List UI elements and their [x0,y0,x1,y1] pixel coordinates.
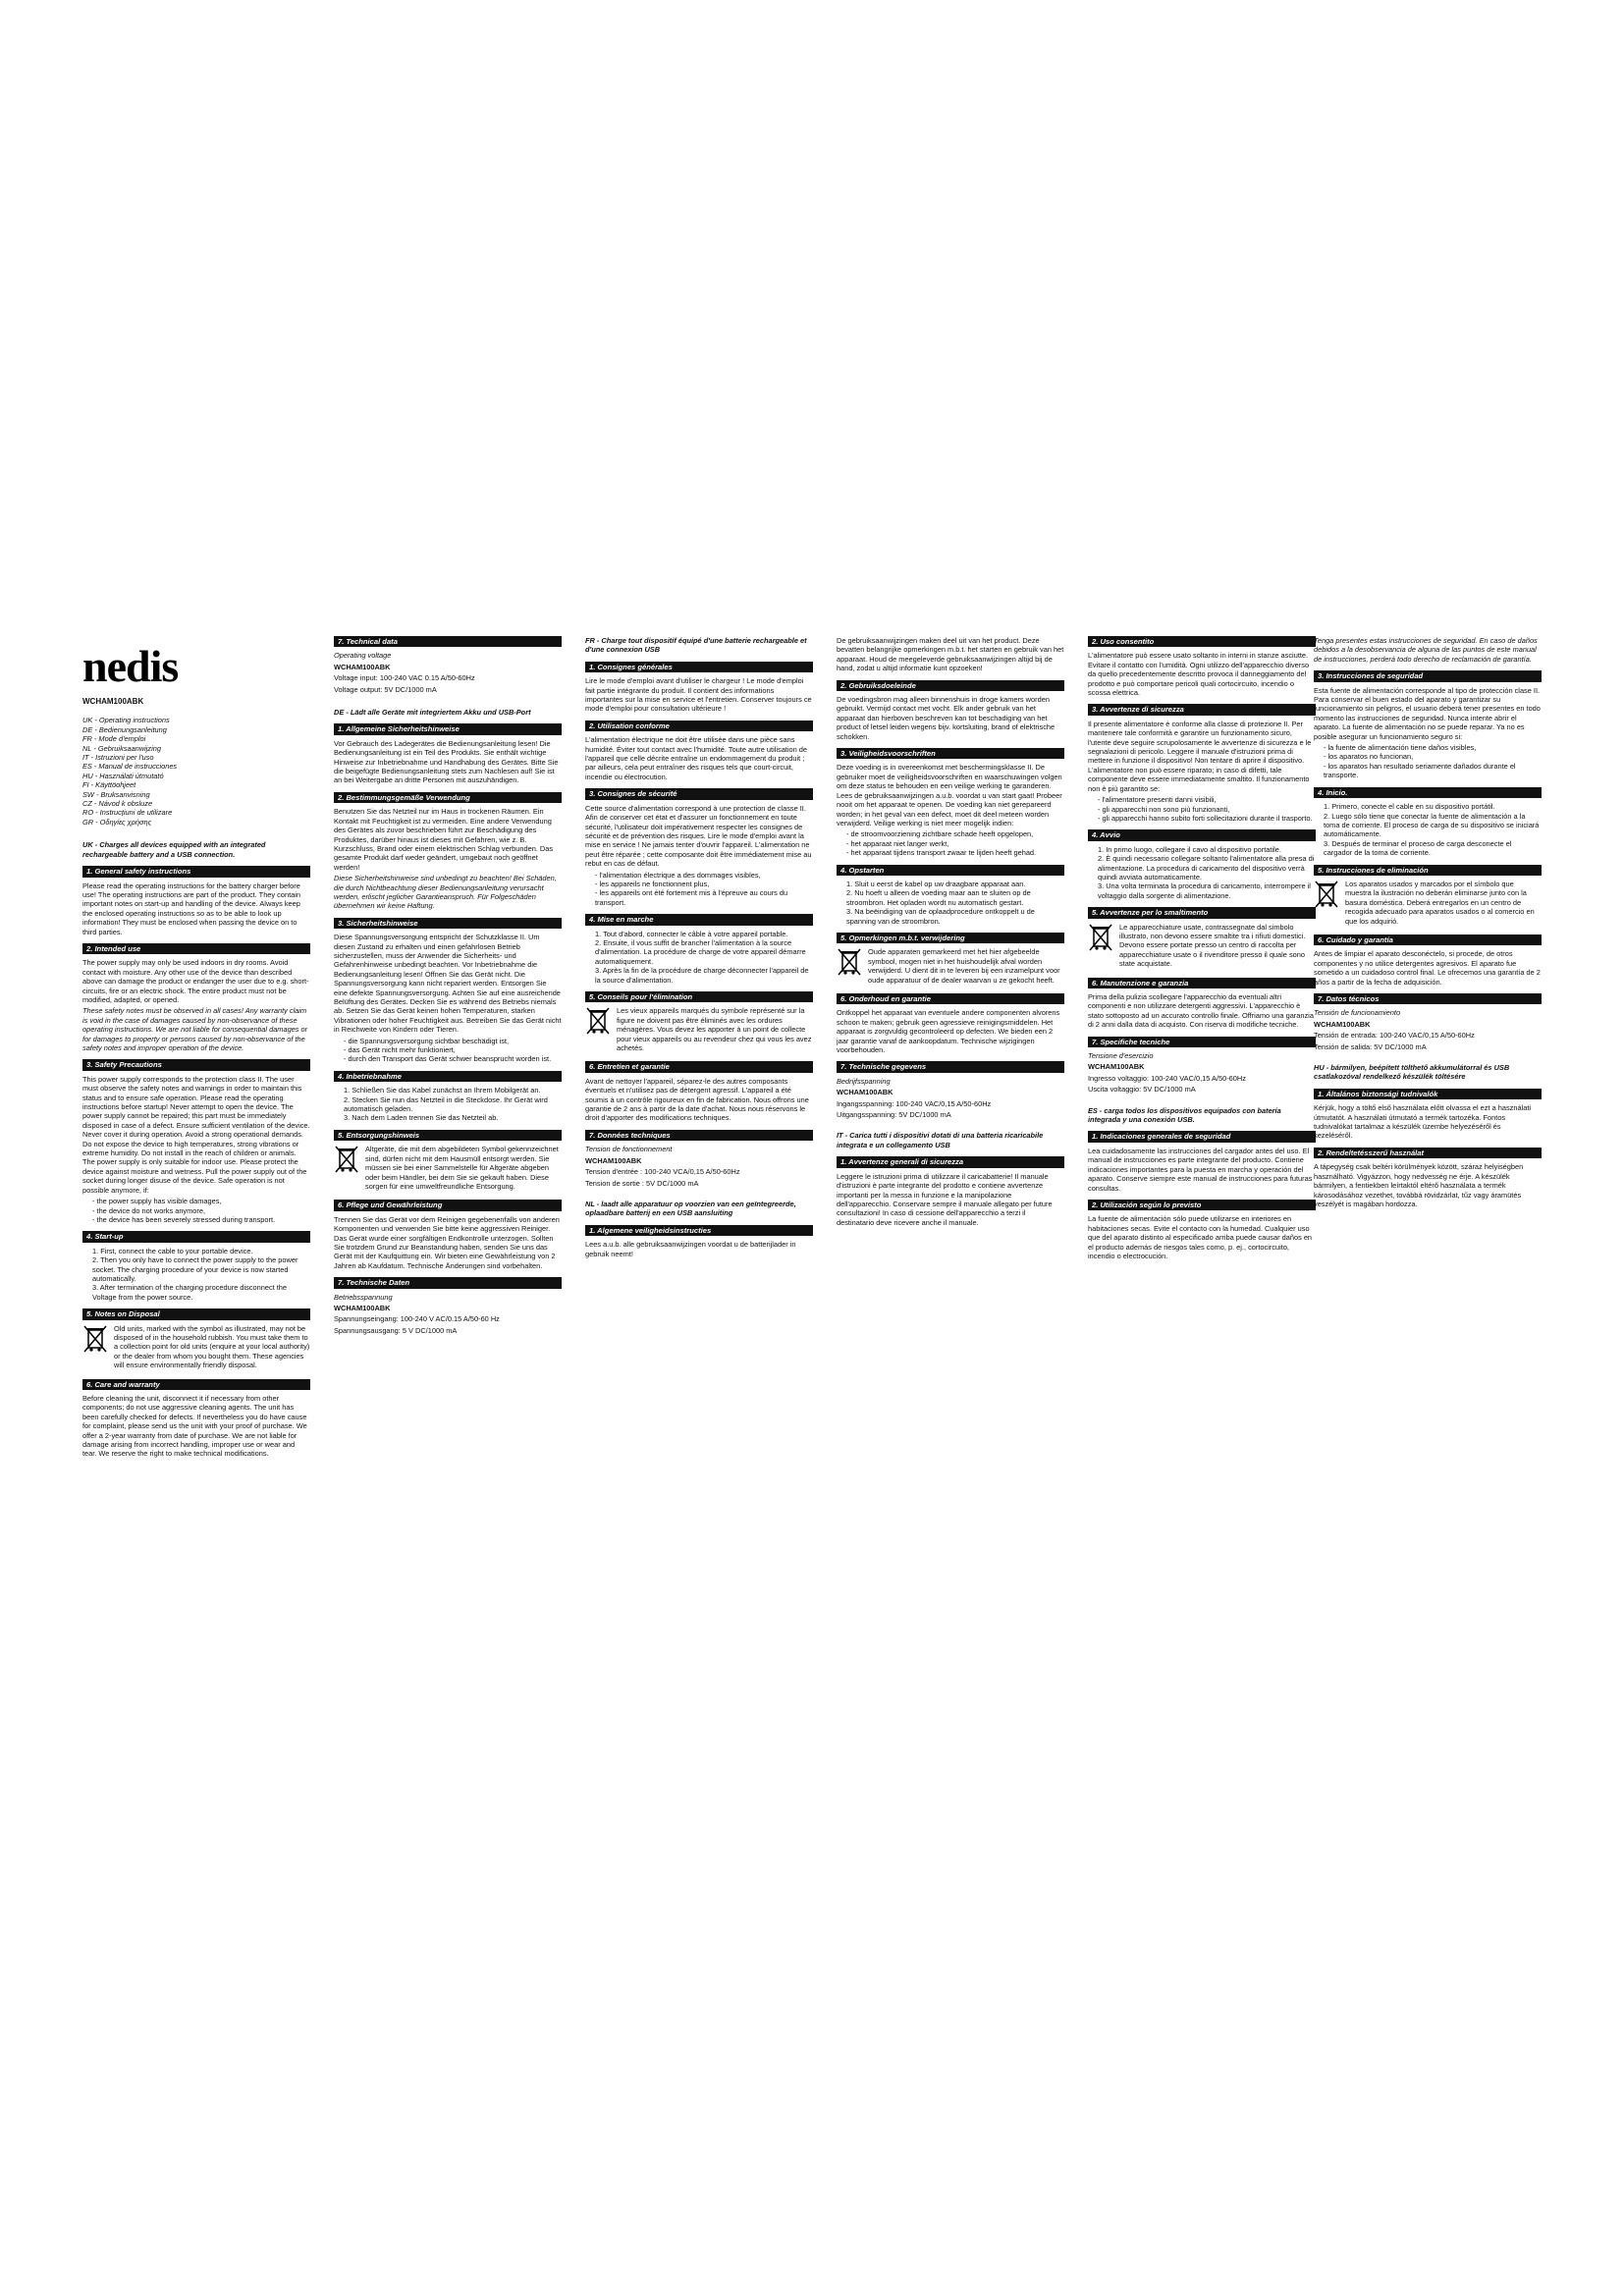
tech-output: Spannungsausgang: 5 V DC/1000 mA [334,1325,458,1335]
section-header: 7. Technische gegevens [837,1061,1064,1072]
section-text: Antes de limpiar el aparato desconéctelo, si procede, de otros componentes y no utilice detergentes agresivos. El aparato fue sometido a un cuidadoso control final. Le ofrecemos una garantía de 2 años a partir de la fecha de adquisición. [1314,949,1541,987]
section-text: De voedingsbron mag alleen binnenshuis in droge kamers worden gebruikt. Vermijd contact met vocht. Elk ander gebruik van het apparaat dan hierboven beschreven kan tot beschadiging van het product of letsel leiden wegens bijv. kortsluiting, brand of elektrische schokken. [837,695,1056,741]
disposal-block [334,1145,562,1193]
section-header: 2. Utilización según lo previsto [1088,1200,1316,1210]
section-header: 2. Uso consentito [1088,636,1316,647]
tech-input: Ingresso voltaggio: 100-240 VAC/0,15 A/50-60Hz [1088,1073,1246,1083]
list-item: 2. Stecken Sie nun das Netzteil in die Steckdose. Ihr Gerät wird automatisch geladen. [344,1095,548,1114]
crossed-bin-icon [585,1006,611,1036]
tech-input: Tensión de entrada: 100-240 VAC/0,15 A/50-60Hz [1314,1031,1475,1041]
section-subtitle: NL - laadt alle apparatuur op voorzien van een geïntegreerde, oplaadbare batterij en een USB aansluiting [585,1199,796,1218]
section-text: Los aparatos usados y marcados por el símbolo que muestra la ilustración no deberán eliminarse junto con la basura doméstica. Deberá entregarlos en un centro de recogida adecuado para aparatos usados o al comercio en que los adquirió. [1345,879,1535,926]
section-text: These safety notes must be observed in all cases! Any warranty claim is void in the case of damages caused by non-observance of these operating instructions. We are not liable for consequential damages or for damages to property or persons caused by non-observance of the safety notes and improper operation of the device. [82,1006,308,1052]
list-item: - gli apparecchi hanno subito forti sollecitazioni durante il trasporto. [1098,813,1313,823]
condition-list [585,871,813,908]
tech-label: Operating voltage [334,651,392,661]
section-text: A tápegység csak beltéri körülmények között, száraz helyiségben használható. Vigyázzon, hogy nedvesség ne érje. A készülék bármilyen, a fentiekben leírtaktól eltérő használata a termék károsodásához vezethet, továbbá rövidzárlat, tűz vagy áramütés veszélyét is magában hordozza. [1314,1162,1524,1208]
section-header: 3. Sicherheitshinweise [334,918,562,929]
list-item: - the device do not works anymore, [92,1205,206,1215]
list-item: 1. Tout d'abord, connecter le câble à votre appareil portable. [595,929,788,938]
list-item: - the power supply has visible damages, [92,1197,222,1206]
section-text: L'alimentation électrique ne doit être utilisée dans une pièce sans humidité. Éviter tout contact avec l'humidité. Toute autre utilisation de l'appareil que celle décrite entraîne un endommagement du produit ; par ailleurs, cela peut entraîner des risques tels que court-circuit, incendie ou électrocution. [585,735,807,781]
list-item: - l'alimentation électrique a des dommages visibles, [595,870,761,880]
section-text: Old units, marked with the symbol as illustrated, may not be disposed of in the household rubbish. You must take them to a collection point for old units (enquire at your local authority) or the dealer from whom you bought them. These agencies will ensure environmentally friendly disposal. [114,1323,310,1370]
section-header: 1. General safety instructions [82,866,310,877]
list-item: - les appareils ne fonctionnent plus, [595,879,710,888]
column-5 [1088,636,1316,1637]
tech-label: Bedrijfsspanning [837,1076,891,1086]
section-text: Deze voeding is in overeenkomst met beschermingsklasse II. De gebruiker moet de veiligheidsvoorschriften en waarschuwingen volgen om deze status te behouden en een veilige werking te garanderen. Lees de gebruiksaanwijzingen a.u.b. voordat u van start gaat! Probeer nooit om het apparaat te openen. De voeding kan niet gerepareerd worden; in het geval van een defect, moet dit deel meteen worden verwijderd. Veilige werking is niet meer mogelijk indien: [837,763,1062,828]
section-text: De gebruiksaanwijzingen maken deel uit van het product. Deze bevatten belangrijke opmerkingen m.b.t. het starten en gebruik van het apparaat. Houd de meegeleverde gebruiksaanwijzingen altijd bij de hand, zodat u altijd informatie kunt opzoeken! [837,636,1064,673]
list-item: - das Gerät nicht mehr funktioniert, [344,1045,456,1055]
list-item: 2. Nu hoeft u alleen de voeding maar aan te sluiten op de stroombron. Het opladen wordt nu automatisch gestart. [846,888,1031,907]
section-header: 3. Safety Precautions [82,1059,310,1070]
tech-output: Uitgangsspanning: 5V DC/1000 mA [837,1110,951,1120]
tech-model: WCHAM100ABK [334,662,391,671]
section-header: 2. Rendeltetésszerű használat [1314,1148,1542,1158]
section-header: 1. Consignes générales [585,662,813,672]
model-number: WCHAM100ABK [82,697,144,706]
language-item: GR - Οδηγίες χρήσης [82,817,152,827]
tech-model: WCHAM100ABK [334,1303,391,1312]
section-text: L'alimentatore può essere usato soltanto in interni in stanze asciutte. Evitare il contatto con l'umidità. Ogni utilizzo dell'apparecchio diverso da quello precedentemente descritto provoca il danneggiamento del prodotto e può comportare pericoli quali cortocircuito, incendio o scossa elettrica. [1088,651,1310,698]
section-header: 5. Instrucciones de eliminación [1314,865,1542,876]
list-item: - de stroomvoorziening zichtbare schade heeft opgelopen, [846,829,1034,839]
list-item: 3. After termination of the charging procedure disconnect the Voltage from the power source. [92,1283,288,1302]
tech-model: WCHAM100ABK [837,1088,893,1097]
tech-model: WCHAM100ABK [585,1155,642,1165]
crossed-bin-icon [1314,880,1339,909]
section-header: 7. Specifiche tecniche [1088,1037,1316,1047]
language-item: HU - Használati útmutató [82,771,164,780]
list-item: 2. Then you only have to connect the power supply to the power socket. The charging procedure of your device is now started automatically. [92,1255,298,1283]
section-text: Lea cuidadosamente las instrucciones del cargador antes del uso. El manual de instrucciones es parte integrante del producto. Contiene indicaciones importantes para la puesta en marcha y operación del aparato. Conserve siempre este manual de instrucciones para futuras consultas. [1088,1146,1313,1193]
step-list [837,880,1064,926]
step-list [1088,845,1316,900]
condition-list [82,1197,310,1224]
section-header: 4. Mise en marche [585,914,813,925]
section-text: Oude apparaten gemarkeerd met het hier afgebeelde symbool, mogen niet in het huishoudelijk afval worden verwijderd. U dient dit in te leveren bij een inzamelpunt voor oude apparatuur of de dealer waarvan u ze gekocht heeft. [868,947,1060,985]
list-item: 3. Après la fin de la procédure de charge déconnecter l'appareil de la source d'alimentation. [595,966,809,985]
language-item: IT - Istruzioni per l'uso [82,753,154,763]
language-item: FI - Käyttöohjeet [82,780,136,790]
condition-list [837,829,1064,857]
instruction-sheet [82,636,1542,1637]
section-header: 4. Start-up [82,1231,310,1242]
disposal-block [1088,923,1316,971]
language-item: FR - Mode d'emploi [82,734,146,744]
section-header: 6. Pflege und Gewährleistung [334,1200,562,1210]
language-item: RO - Instrucțiuni de utilizare [82,808,173,818]
section-text: Diese Sicherheitshinweise sind unbedingt zu beachten! Bei Schäden, die durch Nichtbeachtung dieser Bedienungsanleitung verursacht werden, erlischt jeglicher Garantieanspruch. Für Folgeschäden übernehmen wir keine Haftung. [334,874,557,911]
tech-label: Tensione d'esercizio [1088,1051,1154,1061]
list-item: 3. Na beëindiging van de oplaadprocedure ontkoppelt u de spanning van de stroombron. [846,907,1035,926]
section-header: 2. Gebruiksdoeleinde [837,680,1064,691]
section-header: 4. Inicio. [1314,787,1542,798]
disposal-block [1314,880,1542,928]
step-list [82,1247,310,1302]
section-header: 2. Intended use [82,943,310,954]
section-text: Tenga presentes estas instrucciones de seguridad. En caso de daños debidos a la desobservancia de alguna de las puntos de este manual de instrucciones, perderá todo derecho de reclamación de garantía. [1314,636,1538,664]
section-header: 3. Consignes de sécurité [585,788,813,799]
list-item: 3. Después de terminar el proceso de carga desconecte el cargador de la toma de corriente. [1324,838,1512,858]
section-subtitle: IT - Carica tutti i dispositivi dotati di una batteria ricaricabile integrata e un collegamento USB [837,1131,1044,1149]
section-text: Leggere le istruzioni prima di utilizzare il caricabatterie! Il manuale d'istruzioni è parte integrante del prodotto e contiene avvertenze importanti per la messa in funzione e la manipolazione dell'apparecchio. Conservare sempre il manuale allegato per future consultazioni! In caso di cessione dell'apparecchio a terzi il destinatario deve ricevere anche il manuale. [837,1171,1053,1227]
section-text: Le apparecchiature usate, contrassegnate dal simbolo illustrato, non devono essere smaltite tra i rifiuti domestici. Devono essere portate presso un centro di raccolta per apparecchiature usate o il rivenditore presso il quale sono state acquistate. [1119,922,1306,969]
section-header: 7. Technical data [334,636,562,647]
condition-list [334,1037,562,1064]
section-subtitle: UK - Charges all devices equipped with an integrated rechargeable battery and a USB connection. [82,840,266,859]
section-text: Il presente alimentatore è conforme alla classe di protezione II. Per mantenere tale conformità e garantire un funzionamento sicuro, l'utente deve seguire scrupolosamente le avvertenze di sicurezza e le segnalazioni di pericolo. Leggere il manuale d'istruzioni prima di mettere in funzione il dispositivo! Non tentare di aprire il dispositivo. L'alimentatore non può essere riparato; in caso di difetti, tale componente deve essere immediatamente smaltito. Il funzionamento non è più garantito se: [1088,719,1312,793]
step-list [334,1086,562,1123]
section-header: 5. Conseils pour l'élimination [585,991,813,1002]
section-text: Lees a.u.b. alle gebruiksaanwijzingen voordat u de batterijlader in gebruik neemt! [585,1240,796,1258]
crossed-bin-icon [1088,923,1113,952]
section-text: This power supply corresponds to the protection class II. The user must observe the safety notes and warnings in order to maintain this status and to ensure safe operation. Please read the operating instructions before startup! Never attempt to open the device. The power supply cannot be repaired; this part must be immediately disposed in case of a defect. Ensure sufficient ventilation of the device. Never cover it during operation. Avoid a strong operational demands. Do not expose the device to high temperatures, strong vibrations or extreme humidity. Do not install in the reach of children or animals. The power supply is only suitable for indoor use. Please protect the device against moisture and wetness. Pull the power supply out of the socket during longer disuse of the device. Safe operation is not possible anymore, if: [82,1074,310,1195]
tech-output: Tension de sortie : 5V DC/1000 mA [585,1178,699,1188]
list-item: - het apparaat tijdens transport zwaar te lijden heeft gehad. [846,848,1037,858]
step-list [1314,802,1542,857]
language-item: CZ - Návod k obsluze [82,799,153,809]
section-text: Altgeräte, die mit dem abgebildeten Symbol gekennzeichnet sind, dürfen nicht mit dem Hausmüll entsorgt werden. Sie müssen sie bei einer Sammelstelle für Altgeräte abgeben oder beim Händler, bei dem Sie sie gekauft haben. Diese sorgen für eine umweltfreundliche Entsorgung. [365,1145,559,1191]
section-header: 4. Avvio [1088,829,1316,840]
section-text: Please read the operating instructions for the battery charger before use! The operating instructions are part of the product. They contain important notes on start-up and handling of the device. Always keep the enclosed operating instructions so as to be able to look up information! They must be enclosed when passing the device on to third parties. [82,881,300,936]
section-header: 6. Entretien et garantie [585,1061,813,1072]
list-item: 3. Una volta terminata la procedura di caricamento, interrompere il voltaggio dalla sorgente di alimentazione. [1098,881,1311,900]
tech-label: Tensión de funcionamiento [1314,1008,1401,1018]
language-item: NL - Gebruiksaanwijzing [82,743,161,753]
section-header: 3. Avvertenze di sicurezza [1088,704,1316,715]
language-list [82,716,310,827]
tech-model: WCHAM100ABK [1314,1019,1371,1029]
section-text: Les vieux appareils marqués du symbole représenté sur la figure ne doivent pas être éliminés avec les ordures ménagères. Vous devez les apporter à un point de collecte pour vieux appareils ou au revendeur chez qui vous les avez achetés. [617,1006,812,1053]
section-subtitle: ES - carga todos los dispositivos equipados con batería integrada y una conexión USB. [1088,1105,1281,1125]
section-header: 1. Avvertenze generali di sicurezza [837,1156,1064,1167]
section-subtitle: DE - Lädt alle Geräte mit integriertem Akku und USB-Port [334,708,531,718]
list-item: - the device has been severely stressed during transport. [92,1214,276,1224]
list-item: 1. Schließen Sie das Kabel zunächst an Ihrem Mobilgerät an. [344,1086,541,1095]
section-header: 2. Utilisation conforme [585,721,813,731]
section-subtitle: HU - bármilyen, beépített tölthető akkumulátorral és USB csatlakozóval rendelkező készülék töltésére [1314,1063,1510,1082]
list-item: 1. In primo luogo, collegare il cavo al dispositivo portatile. [1098,844,1281,854]
tech-input: Spannungseingang: 100-240 V AC/0.15 A/50-60 Hz [334,1314,500,1324]
section-text: Vor Gebrauch des Ladegerätes die Bedienungsanleitung lesen! Die Bedienungsanleitung ist ein Teil des Produkts. Sie enthält wichtige Hinweise zur Inbetriebnahme und Handhabung des Gerätes. Bitte Sie die beigefügte Bedienungsanleitung stets zum Nachlesen auf! Sie ist an bei Weitergabe an dritte Personen mit auszuhändigen. [334,738,559,785]
section-subtitle: FR - Charge tout dispositif équipé d'une batterie rechargeable et d'une connexion USB [585,636,807,655]
column-6 [1314,636,1542,1637]
disposal-block [837,947,1064,987]
section-text: Esta fuente de alimentación corresponde al tipo de protección clase II. Para conservar el buen estado del aparato y garantizar su funcionamiento sin peligros, el usuario deberá tener presentes en todo momento las instrucciones de seguridad. Nunca intente abrir el aparato. La fuente de alimentación no se puede reparar. Ya no es posible asegurar un funcionamiento seguro si: [1314,685,1541,741]
section-text: The power supply may only be used indoors in dry rooms. Avoid contact with moisture. Any other use of the device than described above can damage the product or endanger the user due to e.g. short-circuits, fire or an electric shock. The entire product must not be modified, adapted, or opened. [82,958,309,1004]
tech-input: Voltage input: 100-240 VAC 0.15 A/50-60Hz [334,673,475,683]
list-item: - les appareils ont été fortement mis à l'épreuve au cours du transport. [595,888,788,907]
section-header: 1. Általános biztonsági tudnivalók [1314,1089,1542,1099]
section-header: 1. Allgemeine Sicherheitshinweise [334,723,562,734]
section-header: 1. Indicaciones generales de seguridad [1088,1131,1316,1142]
section-header: 3. Veiligheidsvoorschriften [837,748,1064,759]
section-header: 3. Instrucciones de seguridad [1314,670,1542,681]
section-text: Benutzen Sie das Netzteil nur im Haus in trockenen Räumen. Ein Kontakt mit Feuchtigkeit ist zu vermeiden. Eine andere Verwendung des Gerätes als zuvor beschrieben führt zur Beschädigung des Produktes, darüber hinaus ist dieses mit Gefahren, wie z. B. Kurzschluss, Brand oder einem elektrischen Schlag verbunden. Das gesamte Produkt darf weder geändert, umgebaut noch geöffnet werden! [334,807,554,872]
section-header: 7. Datos técnicos [1314,993,1542,1004]
list-item: - la fuente de alimentación tiene daños visibles, [1324,743,1477,753]
section-header: 5. Avvertenze per lo smaltimento [1088,907,1316,918]
section-text: Trennen Sie das Gerät vor dem Reinigen gegebenenfalls von anderen Komponenten und verwenden Sie bitte keine aggressiven Reiniger. Das Gerät wurde einer sorgfältigen Endkontrolle unterzogen. Sollten Sie trotzdem Grund zur Beanstandung haben, senden Sie uns das Gerät mit der Kaufquittung ein. Wir bieten eine Gewährleistung von 2 Jahren ab Kaufdatum. Technische Änderungen sind vorbehalten. [334,1214,560,1270]
column-3 [585,636,813,1637]
section-text: Prima della pulizia scollegare l'apparecchio da eventuali altri componenti e non utilizzare detergenti aggressivi. L'apparecchio è stato sottoposto ad un accurato controllo finale. Offriamo una garanzia di 2 anni dalla data di acquisto. Con riserva di modifiche tecniche. [1088,992,1314,1030]
tech-label: Tension de fonctionnement [585,1145,673,1154]
section-header: 5. Opmerkingen m.b.t. verwijdering [837,933,1064,943]
list-item: 3. Nach dem Laden trennen Sie das Netzteil ab. [344,1113,499,1123]
tech-label: Betriebsspannung [334,1292,393,1302]
step-list [585,930,813,985]
condition-list [1088,795,1316,823]
list-item: - het apparaat niet langer werkt, [846,838,949,848]
list-item: 2. È quindi necessario collegare soltanto l'alimentatore alla presa di alimentazione. La procedura di caricamento del dispositivo verrà quindi avviata automaticamente. [1098,854,1315,881]
section-header: 5. Notes on Disposal [82,1308,310,1319]
crossed-bin-icon [334,1145,359,1174]
section-header: 6. Care and warranty [82,1379,310,1390]
list-item: - die Spannungsversorgung sichtbar beschädigt ist, [344,1036,510,1045]
section-text: Before cleaning the unit, disconnect it if necessary from other components; do not use aggressive cleaning agents. The unit has been carefully checked for defects. If nevertheless you do have cause for complaint, please send us the unit with your proof of purchase. We offer a 2-year warranty from date of purchase. We are not liable for damage arising from incorrect handling, improper use or wear and tear. We reserve the right to make technical modifications. [82,1394,307,1459]
crossed-bin-icon [837,947,862,977]
section-header: 7. Données techniques [585,1130,813,1141]
column-1 [82,636,310,1637]
disposal-block [585,1006,813,1054]
language-item: SW - Bruksanvisning [82,789,150,799]
list-item: - durch den Transport das Gerät schwer beansprucht worden ist. [344,1054,552,1064]
column-4 [837,636,1064,1637]
list-item: - los aparatos no funcionan, [1324,752,1414,762]
list-item: 1. Sluit u eerst de kabel op uw draagbare apparaat aan. [846,879,1026,888]
section-text: Cette source d'alimentation correspond à une protection de classe II. Afin de conserver cet état et d'assurer un fonctionnement en toute sécurité, l'utilisateur doit impérativement respecter les consignes de sécurité et de prévention des risques. Lire le mode d'emploi avant la mise en service ! Ne jamais tenter d'ouvrir l'appareil. L'alimentation ne peut être réparée ; cette composante doit être immédiatement mise au rebut en cas de défaut. [585,803,812,869]
section-header: 2. Bestimmungsgemäße Verwendung [334,792,562,803]
language-item: DE - Bedienungsanleitung [82,724,167,734]
section-text: Lire le mode d'emploi avant d'utiliser le chargeur ! Le mode d'emploi fait partie intégrante du produit. Il contient des informations importantes sur la mise en service et l'entretien. Conserver toujours ce mode d'emploi pour consultation ultérieure ! [585,676,812,714]
section-header: 6. Manutenzione e garanzia [1088,978,1316,988]
section-header: 6. Cuidado y garantía [1314,934,1542,945]
section-header: 6. Onderhoud en garantie [837,993,1064,1004]
column-2 [334,636,562,1637]
section-header: 7. Technische Daten [334,1277,562,1288]
condition-list [1314,743,1542,780]
section-header: 4. Opstarten [837,865,1064,876]
crossed-bin-icon [82,1324,108,1354]
section-header: 4. Inbetriebnahme [334,1071,562,1082]
language-item: UK - Operating instructions [82,716,170,725]
tech-model: WCHAM100ABK [1088,1062,1145,1072]
list-item: - l'alimentatore presenti danni visibili, [1098,795,1217,805]
list-item: - gli apparecchi non sono più funzionanti, [1098,804,1230,814]
tech-input: Ingangsspanning: 100-240 VAC/0,15 A/50-60Hz [837,1098,992,1108]
tech-input: Tension d'entrée : 100-240 VCA/0,15 A/50-60Hz [585,1167,740,1177]
disposal-block [82,1324,310,1372]
section-text: La fuente de alimentación sólo puede utilizarse en interiores en habitaciones secas. Evite el contacto con la humedad. Cualquier uso que del aparato distinto al especificado arriba puede causar daños en el producto además de riesgos tales como, p. ej., cortocircuito, incendio o electrocución. [1088,1214,1313,1260]
list-item: 2. Ensuite, il vous suffit de brancher l'alimentation à la source d'alimentation. La procédure de charge de votre appareil démarre automatiquement. [595,937,806,966]
tech-output: Tensión de salida: 5V DC/1000 mA [1314,1041,1427,1051]
list-item: - los aparatos han resultado seriamente dañados durante el transporte. [1324,761,1516,780]
section-text: Ontkoppel het apparaat van eventuele andere componenten alvorens schoon te maken; gebruik geen agressieve reinigingsmiddelen. Het apparaat is zorgvuldig gecontroleerd op defecten. We bieden een 2 jaar garantie vanaf de aankoopdatum. Technische wijzigingen voorbehouden. [837,1008,1060,1055]
section-text: Avant de nettoyer l'appareil, séparez-le des autres composants éventuels et n'utilisez pas de détergent agressif. L'appareil a été soumis à un contrôle rigoureux en fin de fabrication. Nous offrons une garantie de 2 ans à partir de la date d'achat. Nous nous réservons le droit d'apporter des modifications techniques. [585,1076,809,1123]
list-item: 1. Primero, conecte el cable en su dispositivo portátil. [1324,802,1495,812]
list-item: 2. Luego sólo tiene que conectar la fuente de alimentación a la toma de corriente. El proceso de carga de su dispositivo se iniciará automáticamente. [1324,811,1540,839]
language-item: ES - Manual de instrucciones [82,762,178,772]
list-item: 1. First, connect the cable to your portable device. [92,1246,253,1255]
section-text: Kérjük, hogy a töltő első használata előtt olvassa el ezt a használati útmutatót. A használati útmutató a termék tartozéka. Fontos tudnivalókat tartalmaz a készülék üzembe helyezéséről és kezeléséről. [1314,1103,1532,1141]
section-header: 1. Algemene veiligheidsinstructies [585,1225,813,1236]
section-header: 5. Entsorgungshinweis [334,1130,562,1141]
nedis-logo: nedis [82,641,179,691]
tech-output: Uscita voltaggio: 5V DC/1000 mA [1088,1085,1196,1095]
section-text: Diese Spannungsversorgung entspricht der Schutzklasse II. Um diesen Zustand zu erhalten und einen gefahrlosen Betrieb sicherzustellen, muss der Anwender die Sicherheits- und Gefahrenhinweise unbedingt beachten. Vor Inbetriebnahme die Bedienungsanleitung lesen! Öffnen Sie das Gerät nicht. Die Spannungsversorgung kann nicht repariert werden. Entsorgen Sie eine defekte Spannungsversorgung. Achten Sie auf eine ausreichende Belüftung des Gerätes. Decken Sie es während des Betriebs niemals ab. Setzen Sie das Gerät keinen hohen Temperaturen, starken Vibrationen oder hoher Feuchtigkeit aus. Betreiben Sie das Gerät nicht in Reichweite von Kindern oder Tieren. [334,933,562,1035]
tech-output: Voltage output: 5V DC/1000 mA [334,684,437,694]
